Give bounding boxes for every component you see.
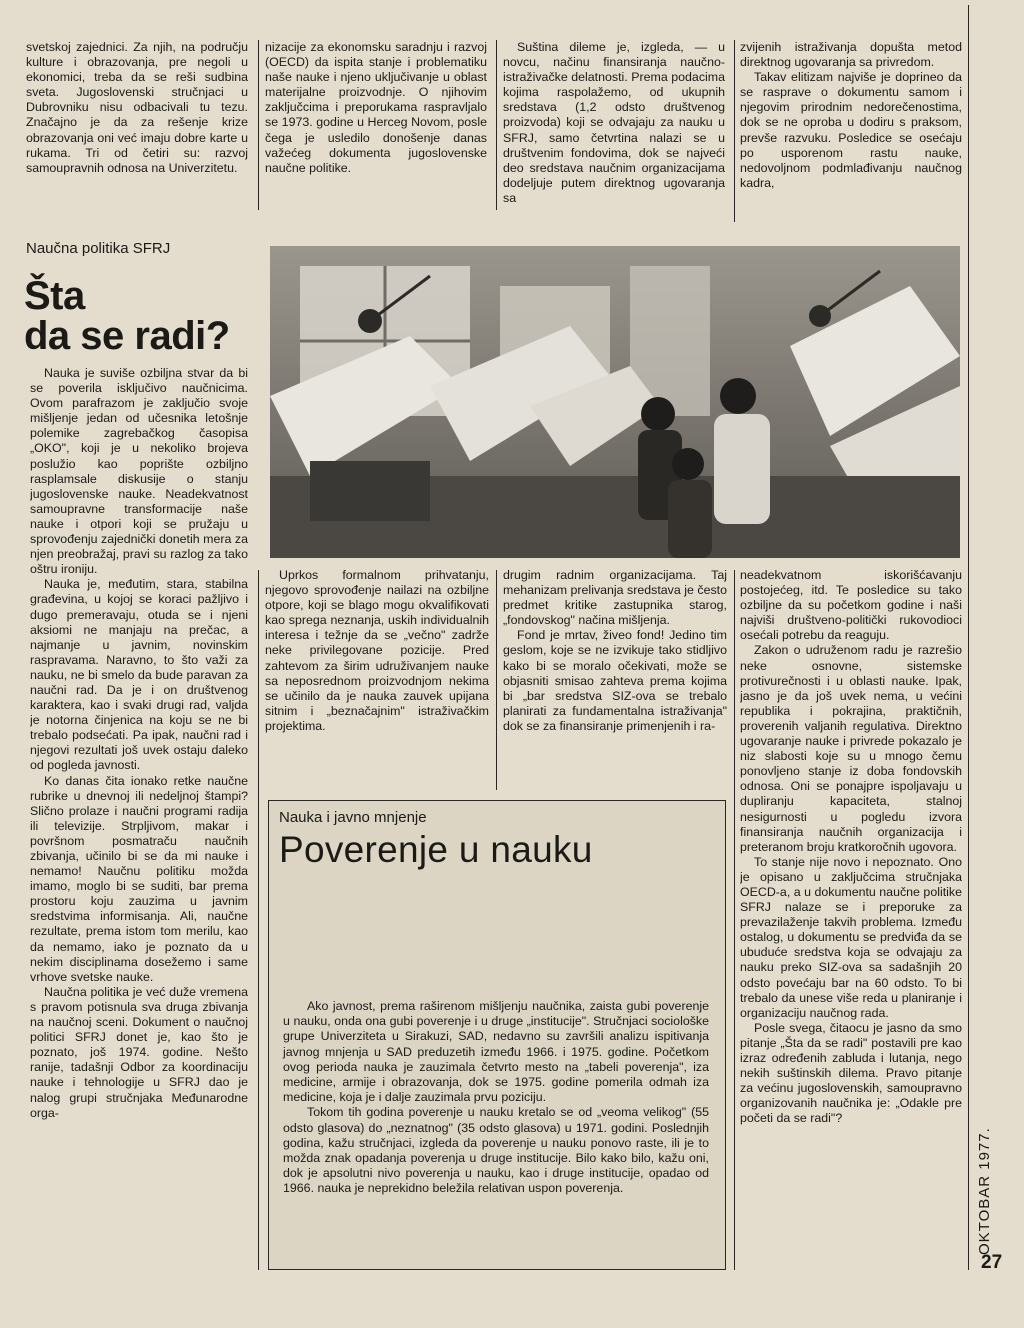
paragraph: Fond je mrtav, živeo fond! Jedino tim geslom, koje se ne izvikuje tako stidljivo kako bi se moralo očekivati, može se objasniti smisao zahteva prema kojima bi „bar sredstva SIZ-ova se trebalo planirati za fundamentalna istraživanja" dok se za finansiranje primenjenih i ra- (503, 628, 727, 733)
paragraph: svetskoj zajednici. Za njih, na području kulture i obrazovanja, pre negoli u ekonomici, treba da se reši sudbina sveta. Jugoslovenski stručnjaci u Dubrovniku nisu odbacivali tu tezu. Značajno je da za rešenje krize obrazovanja oni već imaju dobre karte u rukama. Tri od četiri su: razvoj samoupravnih odnosa na Univerzitetu. (26, 40, 248, 175)
column-3-top (503, 40, 725, 222)
paragraph: Posle svega, čitaocu je jasno da smo pitanje „Šta da se radi" postavili pre kao izraz određenih zabluda i lutanja, nego nekih suštinskih dilema. Pravo pitanje za većinu jugoslovenskih, samoupravno organizovanih naučnika je: „Odakle pre početi da se radi"? (740, 1020, 962, 1126)
sidebar-kicker: Nauka i javno mnjenje (279, 809, 427, 826)
sidebar-body (283, 999, 709, 1197)
headline-line: da se radi? (24, 314, 230, 358)
paragraph: nizacije za ekonomsku saradnju i razvoj (OECD) da ispita stanje i problematiku naše nauke i njeno uključivanje u oblast materijalne proizvodnje. O njihovim zaključcima i preporukama raspravljalo se 1973. godine u Herceg Novom, posle čega je usledilo donošenje danas važećeg dokumenta jugoslovenske naučne politike. (265, 40, 487, 175)
column-rule (734, 40, 735, 222)
paragraph: Ako javnost, prema raširenom mišljenju naučnika, zaista gubi poverenje u nauku, onda ona gubi poverenje i u druge „institucije". Stručnjaci sociološke grupe Univerziteta u Sirakuzi, SAD, nedavno su završili analizu ispitivanja javnog mnjenja u SAD preduzetih između 1966. i 1975. godine. Početkom ovog perioda nauka je zauzimala četvrto mesto na „tabeli poverenja", iza medicine, armije i obrazovanja, dok se 1975. godine pomerila odmah iza medicine, koja je i dalje zauzimala prvu poziciju. (283, 999, 709, 1105)
paragraph: drugim radnim organizacijama. Taj mehanizam prelivanja sredstava je često predmet kritike zastupnika starog, „fondovskog" načina mišljenja. (503, 568, 727, 628)
sidebar-article-box (268, 800, 726, 1270)
paragraph: Nauka je, međutim, stara, stabilna građevina, u kojoj se koraci pažljivo i dugo premeravaju, otuda se i njeni aksiomi ne manjaju na prečac, a najmanje u javnim, novinskim raspravama. Naravno, to što važi za nauku, ne bi smelo da bude paravan za naučni rad. Da je i on društvenog karaktera, kao i svaki drugi rad, valjda je notorna činjenica na koju se ne bi trebalo podsećati. Pa ipak, naučni rad i njegovi rezultati još uvek ostaju daleko od pogleda javnosti. (30, 577, 248, 773)
column-4-main (740, 568, 962, 1273)
column-1-main (30, 366, 248, 1272)
paragraph: Zakon o udruženom radu je razrešio neke osnovne, sistemske protivurečnosti i u oblasti nauke. Ipak, jasno je da još uvek nema, u većini republika i pokrajina, praktičnih, proverenih valjanih regulativa. Direktno ugovaranje nauke i privrede pokazalo je niz slabosti koje su u mnogo čemu ponovljeno stanje iz doba fondovskih odnosa. Oni se ponajpre ispoljavaju u dupliranju kapaciteta, stalnoj nesigurnosti u pogledu izvora finansiranja naučnih organizacija i preteranom broju kratkoročnih ugovora. (740, 643, 962, 854)
column-rule (496, 40, 497, 210)
column-rule (258, 40, 259, 210)
lab-photograph (270, 246, 960, 558)
column-2-mid (265, 568, 489, 794)
column-1-top (26, 40, 248, 210)
paragraph: Takav elitizam najviše je doprineo da se rasprave o dokumentu samom i njegovim prirodnim nedorečenostima, dok se ne oproba u dodiru s praksom, prevše razvuku. Posledice se osećaju po usporenom rastu nauke, nedovoljnom podmlađivanju naučnog kadra, (740, 70, 962, 190)
paragraph: neadekvatnom iskorišćavanju postojećeg, itd. Te posledice su tako ozbiljne da su početkom godine i naši najviši društveno-politički rukovodioci osećali potrebu da reaguju. (740, 568, 962, 643)
column-4-top (740, 40, 962, 222)
column-rule (734, 570, 735, 1270)
paragraph: Suština dileme je, izgleda, — u novcu, načinu finansiranja naučno-istraživačke delatnosti. Prema podacima kojima raspolažemo, od ukupnih sredstava (1,2 odsto društvenog proizvoda) koji se odvajaju za nauku u SFRJ, samo četvrtina nalazi se u društvenim fondovima, dok se najveći deo sredstava naučnim organizacijama dodeljuje putem direktnog ugovaranja sa (503, 40, 725, 205)
sidebar-headline: Poverenje u nauku (279, 829, 593, 870)
column-rule (258, 570, 259, 1270)
column-2-top (265, 40, 487, 210)
paragraph: Uprkos formalnom prihvatanju, njegovo sprovođenje nailazi na ozbiljne otpore, koji se blago mogu okvalifikovati kao sprega neznanja, uskih individualnih interesa i težnje da se „večno" zadrže neke privilegovane pozicije. Pred zahtevom za širim udruživanjem nauke sa neposrednom proizvodnjom nekima se učinilo da je nauka zauvek upijana sitnim i „beznačajnim" istraživačkim projektima. (265, 568, 489, 733)
paragraph: zvijenih istraživanja dopušta metod direktnog ugovaranja sa privredom. (740, 40, 962, 70)
paragraph: Nauka je suviše ozbiljna stvar da bi se poverila isključivo naučnicima. Ovom parafrazom je zaključio svoje mišljenje jedan od učesnika letošnje polemike zagrebačkog časopisa „OKO", koji je u nekoliko brojeva poslužio kao poprište ozbiljno rasplamsale diskusije o stanju jugoslovenske nauke. Neadekvatnost samoupravne transformacije naše nauke i otpori koji se pružaju u sprovođenju zajednički donetih mera za njen preobražaj, pravi su razlog za tako oštru ironiju. (30, 366, 248, 577)
column-3-mid (503, 568, 727, 794)
page-number: 27 (981, 1252, 1003, 1273)
paragraph: Tokom tih godina poverenje u nauku kretalo se od „veoma velikog" (55 odsto glasova) do „neznatnog" (35 odsto glasova) u 1971. godini. Poslednjih godina, kažu stručnjaci, izgleda da poverenje u nauku ponovo raste, ili je to možda znak opadanja poverenja u druge institucije. Bilo kako bilo, kažu oni, dok je apsolutni nivo poverenja u nauku, kao i druge institucije, opadao od 1966. nauka je neprekidno beležila relativan uspon poverenja. (283, 1105, 709, 1196)
photo-image (270, 246, 960, 558)
paragraph: Ko danas čita ionako retke naučne rubrike u dnevnoj ili nedeljnoj štampi? Slično prolaze i naučni programi radija ili televizije. Strpljivom, makar i površnom posmatraču naučnih zbivanja, učinilo bi se da mi nauke i nemamo! Naučnu politiku možda imamo, moglo bi se suditi, bar prema prostoru koju zauzima u javnim sredstvima informisanja. Ali, naučne rezultate, prema istom tom merilu, kao da nemamo, iako je poznato da u nekim disciplinama dosežemo i same vrhove svetske nauke. (30, 773, 248, 984)
column-rule (496, 570, 497, 790)
headline-line: Šta (24, 274, 85, 318)
article-headline (24, 276, 230, 356)
paragraph: Naučna politika je već duže vremena s pravom potisnula sva druga zbivanja na naučnoj sceni. Dokument o naučnoj politici SFRJ donet je, kao što je poznato, još 1974. godine. Nešto ranije, tadašnji Odbor za koordinaciju nauke i tehnologije u SFRJ dao je nalog grupi stručnjaka Međunarodne orga- (30, 984, 248, 1120)
margin-rule (968, 5, 969, 1270)
article-kicker: Naučna politika SFRJ (26, 240, 171, 257)
paragraph: To stanje nije novo i nepoznato. Ono je opisano u zaključcima stručnjaka OECD-a, a u dokumentu naučne politike SFRJ nalaze se i preporuke za prevazilaženje takvih problema. Između ostalog, u dokumentu se predviđa da se ubuduće sredstva koja se odvajaju za nauku preko SIZ-ova sa sadašnjih 20 odsto povećaju bar na 60 odsto. To bi trebalo da unese više reda u planiranje i organizaciju naučnog rada. (740, 854, 962, 1020)
issue-date: OKTOBAR 1977. (976, 1127, 993, 1255)
